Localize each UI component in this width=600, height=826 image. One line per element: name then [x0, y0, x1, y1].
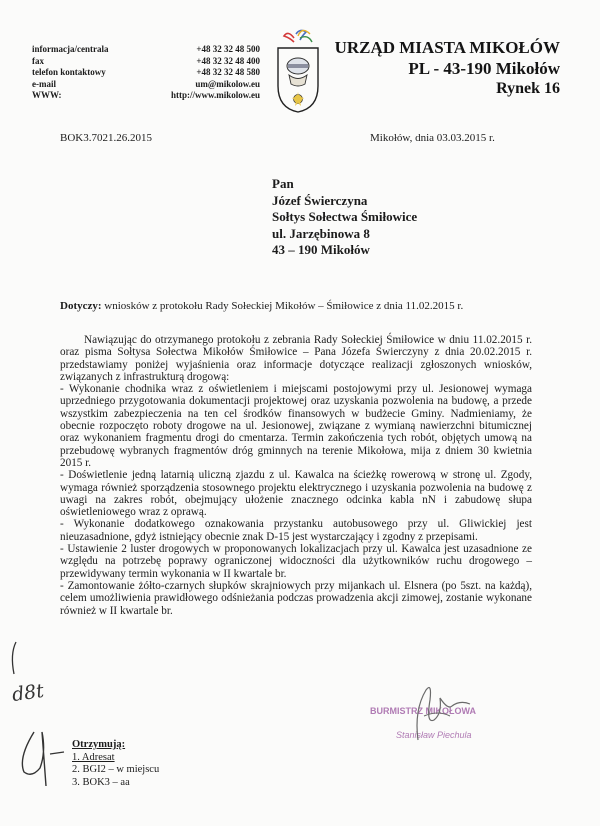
margin-mark-icon: [6, 640, 22, 676]
received-item: 1. Adresat: [72, 751, 115, 763]
letter-body: [60, 334, 532, 617]
office-header: [335, 37, 560, 99]
subject-label: Dotyczy:: [60, 300, 102, 312]
letter-date: Mikołów, dnia 03.03.2015 r.: [370, 132, 495, 144]
contact-values: [171, 44, 260, 102]
stamp-name: Stanisław Piechula: [396, 730, 472, 740]
recipient-street: ul. Jarzębinowa 8: [272, 225, 370, 241]
body-item: - Doświetlenie jedną latarnią uliczną zjazdu z ul. Kawalca na ścieżkę rowerową w stronę ul. Zgody, wymaga również sporządzenia stosownego projektu elektrycznego i uzyskania pozwolenia na budowę z uwagi na zakres robót, obejmujący ułożenie znacznego odcinka kabla nN i zabudowę słupa oświetleniowego wraz z oprawą.: [60, 469, 532, 519]
phone-contact: +48 32 32 48 580: [196, 67, 260, 77]
reference-number: BOK3.7021.26.2015: [60, 132, 152, 144]
margin-note: d8t: [10, 679, 46, 707]
received-label: Otrzymują:: [72, 739, 126, 750]
contact-label: informacja/centrala: [32, 44, 109, 54]
body-item: - Zamontowanie żółto-czarnych słupków skrajniowych przy mijankach ul. Elsnera (po 5szt. na każdą), celem umożliwienia prawidłowego odśnieżania podczas prowadzenia akcji zimowej, zostanie wykonane również w II kwartale br.: [60, 579, 532, 617]
body-intro: Nawiązując do otrzymanego protokołu z zebrania Rady Sołeckiej Śmiłowice w dniu 11.02.2015 r. oraz pisma Sołtysa Sołectwa Mikołów Śmiłowice – Pana Józefa Świerczyny z dnia 20.02.2015 r. przedstawiamy poniżej wyjaśnienia oraz informacje dotyczące realizacji zgłoszonych wniosków, związanych z infrastrukturą drogową:: [60, 334, 532, 383]
office-name: URZĄD MIASTA MIKOŁÓW: [334, 38, 560, 57]
contact-label: e-mail: [32, 78, 56, 89]
contact-label: WWW:: [32, 90, 62, 100]
stamp-title: BURMISTRZ MIKOŁOWA: [370, 706, 476, 716]
subject-line: [60, 300, 463, 312]
contact-label: fax: [32, 55, 44, 66]
office-postal: PL - 43-190 Mikołów: [408, 59, 560, 78]
received-item: 2. BGI2 – w miejscu: [72, 764, 160, 775]
coat-of-arms-icon: [272, 28, 324, 114]
recipient-city: 43 – 190 Mikołów: [272, 242, 370, 257]
office-street: Rynek 16: [496, 80, 560, 97]
phone-central: +48 32 32 48 500: [196, 44, 260, 54]
contact-labels: [32, 44, 108, 102]
contact-label: telefon kontaktowy: [32, 67, 106, 77]
email-address: um@mikolow.eu: [195, 78, 260, 89]
website-url: http://www.mikolow.eu: [170, 90, 260, 100]
recipient-block: [272, 176, 417, 259]
received-item: 3. BOK3 – aa: [72, 776, 130, 788]
body-item: - Wykonanie chodnika wraz z oświetleniem i miejscami postojowymi przy ul. Jesionowej wymaga uprzedniego przygotowania dokumentacji projektowej oraz uzyskania pozwolenia na budowę, a przede wszystkim zabezpieczenia na ten cel środków finansowych w budżecie Gminy. Nadmieniamy, że obecnie rozpoczęto roboty drogowe na ul. Jesionowej, związane z wymianą nawierzchni bitumicznej oraz wykonaniem fragmentu drogi do cmentarza. Termin zakończenia tych robót, objętych umową na przebudowę wybranych fragmentów dróg gminnych na terenie Mikołowa, mija z dniem 30 kwietnia 2015 r.: [60, 383, 532, 469]
recipient-title: Sołtys Sołectwa Śmiłowice: [272, 209, 418, 224]
body-item: - Ustawienie 2 luster drogowych w proponowanych lokalizacjach przy ul. Kawalca jest uzasadnione ze względu na potrzebę poprawy ograniczonej widoczności dla użytkowników ruchu drogowego – przewidywany termin wykonania w II kwartale br.: [60, 543, 532, 580]
handwritten-mark-icon: [12, 728, 68, 788]
fax-number: +48 32 32 48 400: [196, 55, 260, 66]
received-list: [72, 739, 159, 789]
signature-icon: [404, 680, 474, 744]
body-item: - Wykonanie dodatkowego oznakowania przystanku autobusowego przy ul. Gliwickiej jest nieuzasadnione, gdyż istniejący obecnie znak D-15 jest wystarczający i zgodny z przepisami.: [60, 518, 532, 543]
recipient-name: Józef Świerczyna: [272, 192, 368, 208]
subject-text: wniosków z protokołu Rady Sołeckiej Mikołów – Śmiłowice z dnia 11.02.2015 r.: [101, 300, 464, 312]
recipient-salutation: Pan: [272, 176, 294, 191]
